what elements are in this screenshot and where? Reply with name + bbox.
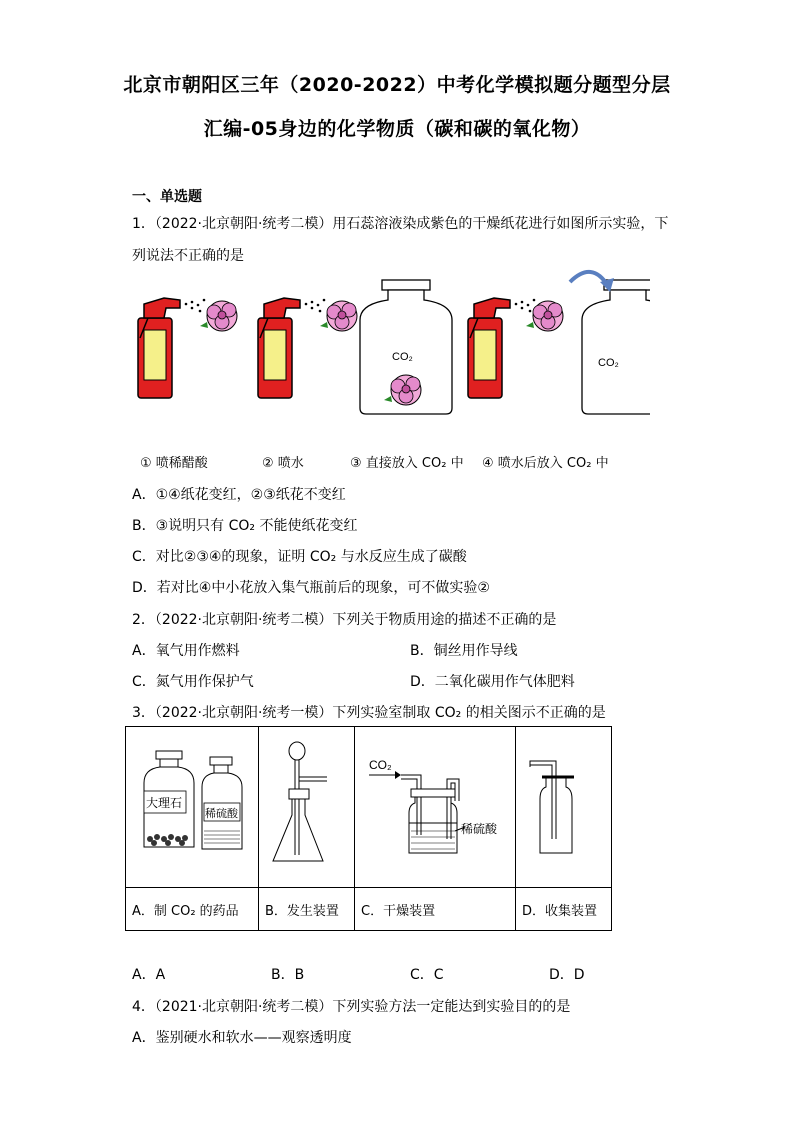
q3-answer-a: A．A (132, 967, 166, 983)
q1-stem-line1: 1．（2022·北京朝阳·统考二模）用石蕊溶液染成紫色的干燥纸花进行如图所示实验，下 (132, 216, 669, 232)
q3-answer-d: D．D (549, 967, 585, 983)
q3-caption-d: D．收集装置 (516, 888, 612, 931)
liquid-label: 稀硫酸 (461, 822, 498, 836)
doc-title-line1: 北京市朝阳区三年（2020-2022）中考化学模拟题分题型分层 (123, 74, 671, 96)
sprayer-icon (258, 298, 325, 398)
doc-title-line2: 汇编-05身边的化学物质（碳和碳的氧化物） (203, 118, 591, 140)
q1-option-b: B．③说明只有 CO₂ 不能使纸花变红 (132, 518, 358, 534)
q3-caption-a: A．制 CO₂ 的药品 (126, 888, 259, 931)
reagent-bottles-figure (126, 727, 258, 883)
q2-stem: 2．（2022·北京朝阳·统考二模）下列关于物质用途的描述不正确的是 (132, 612, 557, 628)
q3-cell-d (516, 727, 612, 888)
q2-option-c: C．氮气用作保护气 (132, 674, 254, 690)
q3-caption-b: B．发生装置 (259, 888, 355, 931)
q3-figure-table (125, 726, 612, 931)
q3-cell-b (259, 727, 355, 888)
q1-caption-3: ③ 直接放入 CO₂ 中 (350, 456, 464, 471)
q1-option-c: C．对比②③④的现象，证明 CO₂ 与水反应生成了碳酸 (132, 549, 467, 565)
drying-bottle-figure (355, 727, 515, 883)
gas-in-label: CO₂ (369, 758, 392, 772)
q1-option-a: A．①④纸花变红，②③纸花不变红 (132, 487, 346, 503)
q3-answer-c: C．C (410, 967, 444, 983)
bottle-label-acid: 稀硫酸 (205, 807, 238, 820)
q2-option-d: D．二氧化碳用作气体肥料 (410, 674, 575, 690)
q2-option-a: A．氧气用作燃料 (132, 643, 240, 659)
q1-caption-1: ① 喷稀醋酸 (140, 456, 208, 471)
q1-stem-line2: 列说法不正确的是 (132, 248, 244, 264)
flask-apparatus-figure (259, 727, 354, 883)
q1-experiment-figure (130, 268, 650, 418)
q2-option-b: B．铜丝用作导线 (410, 643, 518, 659)
collection-bottle-figure (516, 727, 611, 883)
q4-stem: 4．（2021·北京朝阳·统考二模）下列实验方法一定能达到实验目的的是 (132, 999, 571, 1015)
q1-option-d: D．若对比④中小花放入集气瓶前后的现象，可不做实验② (132, 580, 490, 596)
q1-caption-2: ② 喷水 (262, 456, 304, 471)
jar-label-right: CO₂ (598, 357, 619, 369)
bottle-label-marble: 大理石 (146, 796, 183, 810)
section-heading: 一、单选题 (132, 189, 202, 205)
q3-cell-a (126, 727, 259, 888)
flower-icon (320, 301, 357, 331)
q1-caption-4: ④ 喷水后放入 CO₂ 中 (482, 456, 609, 471)
sprayer-icon (468, 298, 535, 398)
q4-option-a: A．鉴别硬水和软水——观察透明度 (132, 1030, 352, 1046)
q3-caption-c: C．干燥装置 (355, 888, 516, 931)
flower-icon (200, 301, 237, 331)
sprayer-icon (138, 298, 205, 398)
q3-stem: 3．（2022·北京朝阳·统考一模）下列实验室制取 CO₂ 的相关图示不正确的是 (132, 705, 606, 721)
gas-jar-icon (582, 280, 650, 414)
q3-answer-b: B．B (271, 967, 305, 983)
flower-icon (526, 301, 563, 331)
jar-label-left: CO₂ (392, 351, 413, 363)
q3-cell-c (355, 727, 516, 888)
